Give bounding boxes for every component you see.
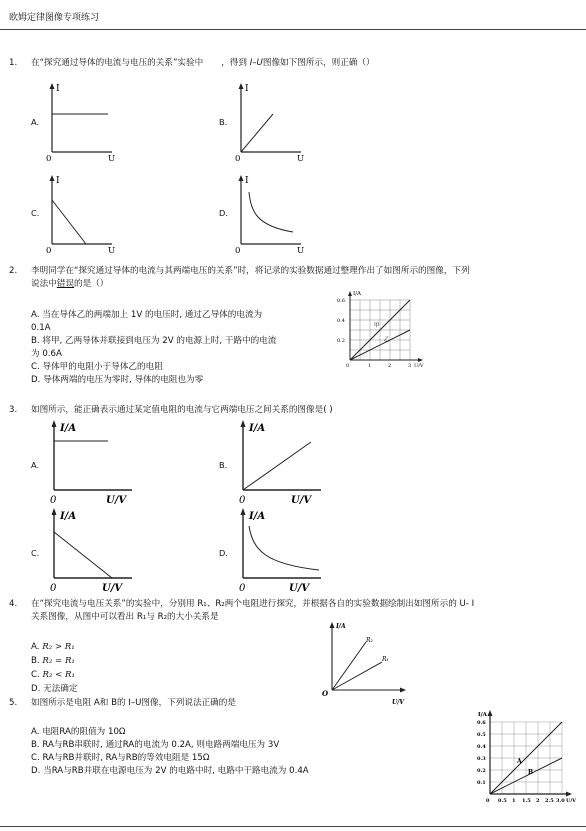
q1-option-b-label[interactable]: B. (219, 117, 228, 127)
q2-option-c-label: C. (31, 362, 40, 372)
q2-option-b-cont: 为 0.6A (31, 349, 62, 359)
q4-option-c[interactable] (31, 670, 75, 681)
q3-option-a-graph (44, 418, 144, 506)
q5-stem: 如图所示是电阻 A和 B的 I–U图像，下列说法正确的是 (31, 698, 236, 708)
q4-graph-origin: O (322, 689, 329, 698)
q2-graph-xtick-1: 1 (368, 363, 372, 369)
q1a-origin: 0 (46, 154, 52, 162)
q2-graph-ylabel: I/A (353, 291, 361, 297)
q3-option-c-label[interactable]: C. (31, 548, 40, 558)
q1-stem-d: 图像如下图所示，则正确（） (262, 58, 375, 68)
q5-option-c-text: RA与RB并联时, RA与RB的等效电阻是 15Ω (42, 753, 210, 763)
q5-graph-xtick-15: 1.5 (522, 798, 531, 804)
q2-option-a-label: A. (31, 310, 40, 320)
q4-option-a-text: R₂ > R₁ (42, 642, 75, 652)
q5-graph-ytick-04: 0.4 (477, 744, 486, 750)
q1-option-b-graph (233, 80, 309, 162)
q5-option-b-label: B. (31, 740, 40, 750)
q5-graph-xlabel: U/V (566, 798, 577, 804)
q1d-xlabel: U (297, 246, 305, 254)
q1-option-d-graph (233, 172, 309, 254)
q2-graph-xtick-2: 2 (388, 363, 392, 369)
q3a-origin: 0 (50, 495, 57, 506)
q3-option-b-graph (233, 418, 333, 506)
q1-stem-a: 在“探究通过导体的电流与电压的关系”实验中 (31, 58, 204, 68)
q3-number: 3. (9, 405, 18, 415)
q3c-origin: 0 (50, 583, 57, 594)
q1-stem (31, 58, 375, 69)
header-divider (0, 29, 586, 30)
q5-graph (468, 708, 580, 814)
q4-option-a-label: A. (31, 642, 40, 652)
q2-stem-line2b: 错误 (56, 279, 74, 289)
q2-option-b[interactable] (31, 336, 276, 347)
q4-option-c-label: C. (31, 670, 40, 680)
q5-graph-series-a: A (517, 758, 522, 765)
q2-graph-xtick-3: 3 (408, 363, 412, 369)
q3-option-d-label[interactable]: D. (219, 548, 228, 558)
q2-option-a-cont: 0.1A (31, 323, 51, 333)
q4-option-c-text: R₂ < R₁ (42, 670, 75, 680)
footer-divider (0, 826, 586, 827)
q4-option-a[interactable] (31, 642, 75, 653)
q5-option-c[interactable] (31, 753, 209, 764)
q1-option-d-label[interactable]: D. (219, 208, 228, 218)
q3a-ylabel: I/A (60, 423, 77, 434)
q2-graph-ytick-06: 0.6 (337, 298, 345, 304)
q2-stem-line1: 李明同学在“探究通过导体的电流与其两端电压的关系”时，将记录的实验数据通过整理作出了如图所示的图像，下列 (31, 266, 470, 276)
q2-option-d-text: 导体两端的电压为零时, 导体的电阻也为零 (43, 375, 204, 385)
q3c-ylabel: I/A (60, 511, 77, 522)
q1-stem-c: I–U (249, 58, 263, 68)
q4-graph-series-r1: R₁ (382, 656, 389, 663)
q1-stem-b: ，得到 (221, 58, 247, 68)
q4-stem-line1: 在“探究电流与电压关系”的实验中，分别用 R₁、R₂两个电阻进行探究，并根据各自的实验数据绘制出如图所示的 U- I (31, 599, 475, 609)
q5-option-a-label: A. (31, 727, 40, 737)
q4-graph-ylabel: I/A (336, 623, 346, 630)
q4-option-d[interactable] (31, 684, 77, 695)
q2-graph-ytick-02: 0.2 (337, 338, 345, 344)
q1d-ylabel: I (245, 176, 249, 186)
q5-graph-xtick-0: 0 (486, 798, 490, 804)
q1-option-c-graph (44, 172, 120, 254)
q3b-origin: 0 (239, 495, 246, 506)
q4-number: 4. (9, 599, 18, 609)
q1c-origin: 0 (46, 246, 52, 254)
q3b-ylabel: I/A (249, 423, 266, 434)
q2-option-a[interactable] (31, 310, 262, 321)
q4-graph (318, 618, 414, 708)
q5-graph-series-b: B (528, 769, 534, 776)
q2-option-c-text: 导体甲的电阻小于导体乙的电阻 (42, 362, 163, 372)
q4-option-b[interactable] (31, 656, 75, 667)
q1-number: 1. (9, 58, 18, 68)
q5-option-b-text: RA与RB串联时, 通过RA的电流为 0.2A, 则电路两端电压为 3V (42, 740, 280, 750)
q3-option-d-graph (233, 506, 333, 594)
q5-graph-ytick-05: 0.5 (477, 732, 486, 738)
q5-graph-xtick-1: 1 (512, 798, 516, 804)
q1a-xlabel: U (108, 154, 116, 162)
q5-graph-ylabel: I/A (478, 712, 487, 718)
q2-option-d[interactable] (31, 375, 203, 386)
q2-number: 2. (9, 266, 18, 276)
q3b-xlabel: U/V (291, 495, 312, 506)
q1b-ylabel: I (245, 84, 249, 94)
q5-graph-ytick-03: 0.3 (477, 756, 486, 762)
q4-option-b-label: B. (31, 656, 40, 666)
q2-option-a-text: 当在导体乙的两端加上 1V 的电压时, 通过乙导体的电流为 (42, 310, 263, 320)
q4-option-b-text: R₂ = R₁ (42, 656, 75, 666)
q5-option-a-text: 电阻RA的阻值为 10Ω (42, 727, 126, 737)
q2-graph-series-jia: 甲 (374, 323, 380, 329)
q4-stem-line2: 关系图像，从图中可以看出 R₁与 R₂的大小关系是 (31, 612, 219, 622)
q5-graph-ytick-01: 0.1 (477, 780, 486, 786)
q2-graph-ytick-04: 0.4 (337, 318, 345, 324)
q1-option-c-label[interactable]: C. (31, 208, 40, 218)
q2-stem-line2c: 的是（） (74, 279, 109, 289)
q5-option-d-label: D. (31, 766, 41, 776)
q2-option-d-label: D. (31, 375, 41, 385)
q2-option-b-text: 将甲, 乙两导体并联接到电压为 2V 的电源上时, 干路中的电流 (42, 336, 277, 346)
q1c-ylabel: I (56, 176, 60, 186)
q5-graph-xtick-25: 2.5 (545, 798, 554, 804)
q1d-origin: 0 (235, 246, 241, 254)
q2-stem-line2a: 说法中 (31, 279, 57, 289)
q5-option-b[interactable] (31, 740, 279, 751)
q2-graph-xtick-0: 0 (346, 363, 350, 369)
q1-option-a-label[interactable]: A. (31, 117, 40, 127)
q2-graph-series-yi: 乙 (384, 337, 390, 343)
q3-option-c-graph (44, 506, 144, 594)
q4-graph-xlabel: U/V (392, 699, 405, 706)
q4-option-d-label: D. (31, 684, 41, 694)
q1b-xlabel: U (297, 154, 305, 162)
q5-option-a[interactable] (31, 727, 126, 738)
q3d-ylabel: I/A (249, 511, 266, 522)
q2-option-c[interactable] (31, 362, 163, 373)
q5-option-d-text: 当RA与RB并联在电源电压为 2V 的电路中时, 电路中干路电流为 0.4A (43, 766, 309, 776)
q2-option-b-label: B. (31, 336, 40, 346)
q5-graph-xtick-05: 0.5 (498, 798, 507, 804)
q3d-origin: 0 (239, 583, 246, 594)
q5-number: 5. (9, 698, 18, 708)
q4-graph-series-r2: R₂ (366, 637, 373, 644)
q5-graph-xtick-2: 2 (536, 798, 540, 804)
q5-graph-ytick-06: 0.6 (477, 720, 486, 726)
q5-graph-ytick-02: 0.2 (477, 768, 486, 774)
q5-option-c-label: C. (31, 753, 40, 763)
q3-option-b-label[interactable]: B. (219, 460, 228, 470)
page-title: 欧姆定律图像专项练习 (9, 13, 100, 23)
q1-option-a-graph (44, 80, 120, 162)
q1b-origin: 0 (235, 154, 241, 162)
q5-graph-xtick-3: 3.0 (556, 798, 565, 804)
q1c-xlabel: U (108, 246, 116, 254)
q2-graph (336, 288, 432, 372)
q3-option-a-label[interactable]: A. (31, 460, 40, 470)
q3-stem: 如图所示，能正确表示通过某定值电阻的电流与它两端电压之间关系的图像是( ) (31, 405, 333, 415)
q4-option-d-text: 无法确定 (43, 684, 78, 694)
q2-graph-xlabel: U/V (414, 363, 424, 369)
q3c-xlabel: U/V (102, 583, 123, 594)
q3d-xlabel: U/V (289, 583, 310, 594)
q3a-xlabel: U/V (106, 495, 127, 506)
q2-stem-line2 (31, 279, 108, 290)
q5-option-d[interactable] (31, 766, 309, 777)
q1a-ylabel: I (56, 84, 60, 94)
